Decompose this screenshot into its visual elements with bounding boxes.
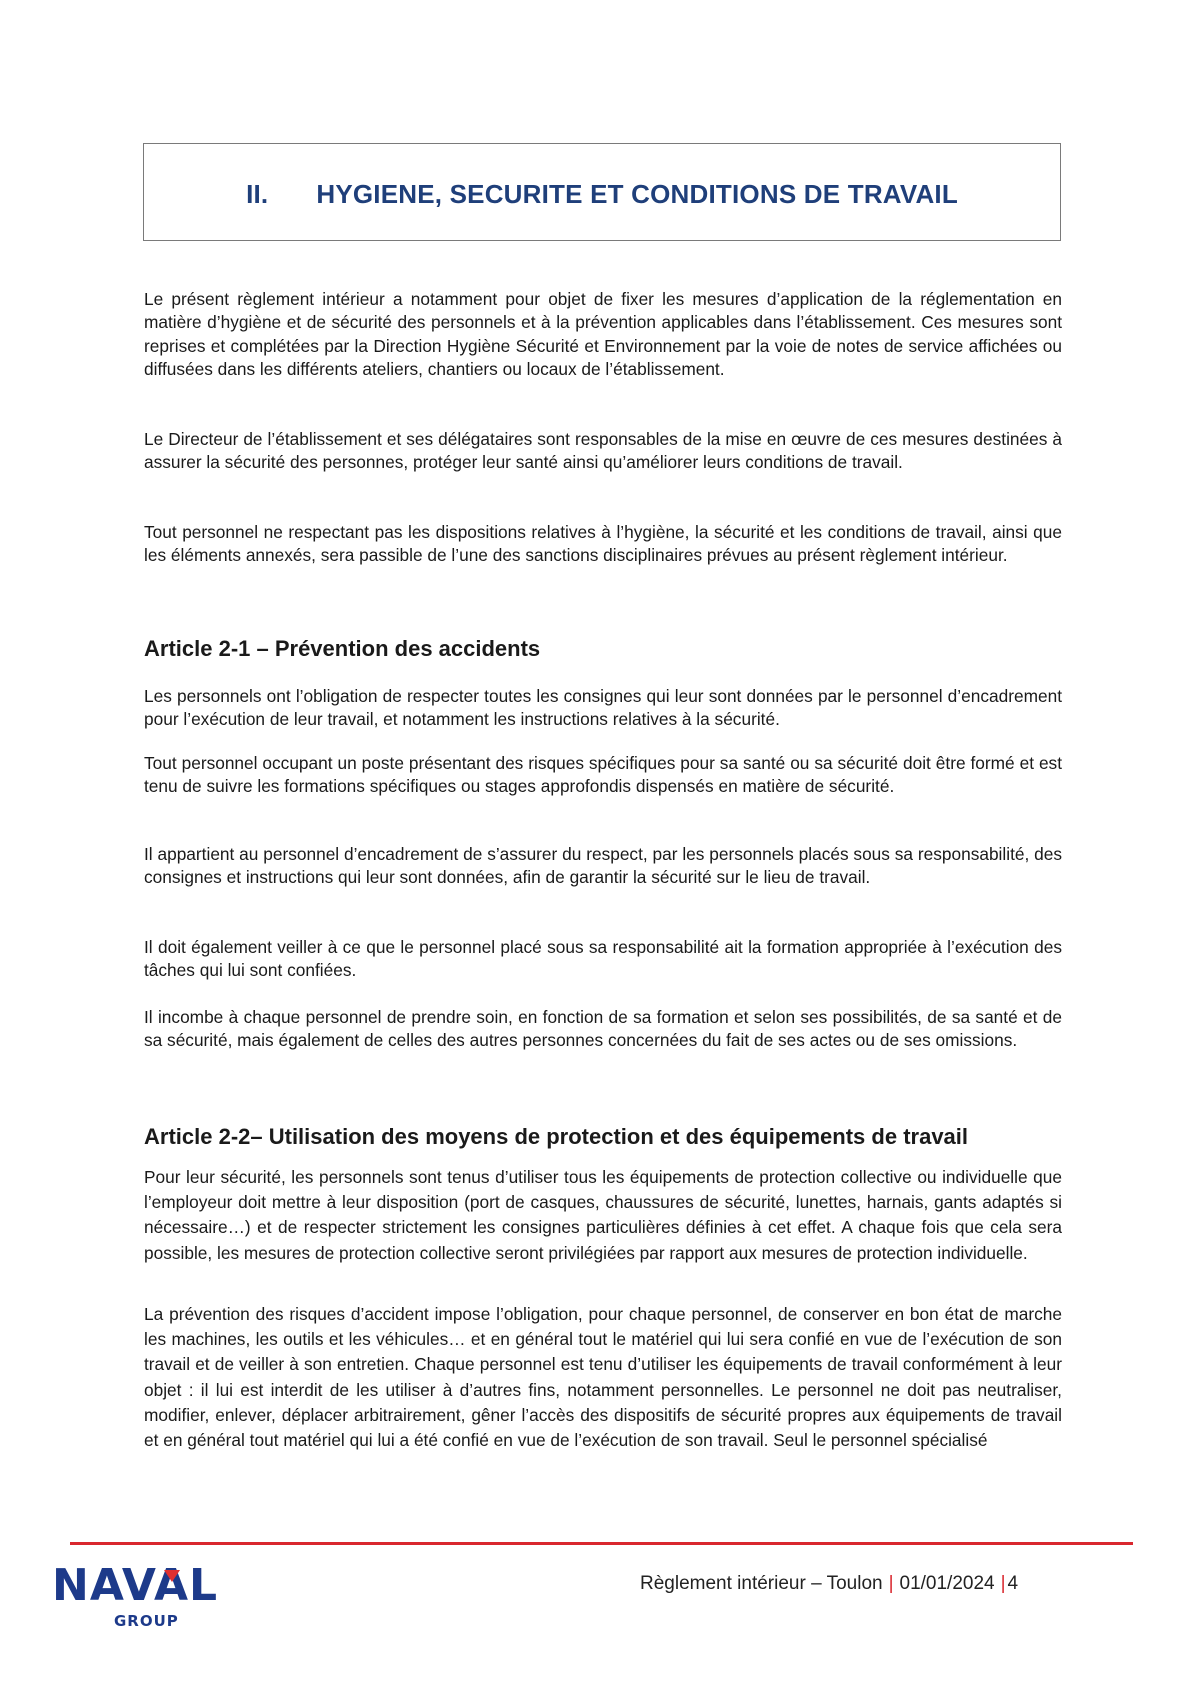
- intro-paragraph: Le Directeur de l’établissement et ses délégataires sont responsables de la mise en œuvre de ces mesures destinées à assurer la sécurité des personnes, protéger leur santé ainsi qu’améliorer leurs conditions de travail.: [144, 429, 1062, 473]
- intro-paragraph-2-block: [144, 428, 1062, 475]
- intro-paragraph: Le présent règlement intérieur a notamment pour objet de fixer les mesures d’application de la réglementation en matière d’hygiène et de sécurité des personnels et à la prévention applicables dans l’établissement. Ces mesures sont reprises et complétées par la Direction Hygiène Sécurité et Environnement par la voie de notes de service affichées ou diffusées dans les différents ateliers, chantiers ou locaux de l’établissement.: [144, 289, 1062, 379]
- naval-group-logo: [52, 1560, 219, 1630]
- logo-red-triangle-icon: [164, 1570, 180, 1582]
- article-2-1-paragraph-1: [144, 685, 1062, 732]
- footer-date: 01/01/2024: [899, 1573, 995, 1594]
- article-2-2-heading-block: [144, 1124, 1062, 1150]
- footer-info: [640, 1573, 1018, 1595]
- article-paragraph: Il appartient au personnel d’encadrement de s’assurer du respect, par les personnels placés sous sa responsabilité, des consignes et instructions qui leur sont données, afin de garantir la sécurité sur le lieu de travail.: [144, 844, 1062, 888]
- footer-page-number: 4: [1007, 1573, 1019, 1594]
- article-2-1-paragraph-5: [144, 1006, 1062, 1053]
- intro-paragraph-3-block: [144, 521, 1062, 568]
- article-paragraph: Tout personnel occupant un poste présentant des risques spécifiques pour sa santé ou sa sécurité doit être formé et est tenu de suivre les formations spécifiques ou stages approfondis dispensés en matière de sécurité.: [144, 753, 1062, 797]
- footer-separator: |: [888, 1573, 894, 1594]
- section-title: [144, 179, 1060, 210]
- intro-paragraph-1-block: [144, 288, 1062, 381]
- section-title-box: [143, 143, 1061, 241]
- section-title-text: HYGIENE, SECURITE ET CONDITIONS DE TRAVAIL: [316, 179, 958, 209]
- section-number: II.: [246, 179, 269, 209]
- article-2-1-paragraph-4: [144, 936, 1062, 983]
- article-2-2-paragraph-2: [144, 1302, 1062, 1453]
- intro-paragraph: Tout personnel ne respectant pas les dispositions relatives à l’hygiène, la sécurité et les conditions de travail, ainsi que les éléments annexés, sera passible de l’une des sanctions disciplinaires prévues au présent règlement intérieur.: [144, 522, 1062, 566]
- article-paragraph: Les personnels ont l’obligation de respecter toutes les consignes qui leur sont données par le personnel d’encadrement pour l’exécution de leur travail, et notamment les instructions relatives à la sécurité.: [144, 686, 1062, 730]
- article-paragraph: Il doit également veiller à ce que le personnel placé sous sa responsabilité ait la formation appropriée à l’exécution des tâches qui lui sont confiées.: [144, 937, 1062, 981]
- footer-divider: [70, 1542, 1133, 1545]
- footer-separator: |: [1000, 1573, 1006, 1594]
- article-paragraph: Il incombe à chaque personnel de prendre soin, en fonction de sa formation et selon ses possibilités, de sa santé et de sa sécurité, mais également de celles des autres personnes concernées du fait de ses actes ou de ses omissions.: [144, 1007, 1062, 1051]
- article-paragraph: La prévention des risques d’accident impose l’obligation, pour chaque personnel, de conserver en bon état de marche les machines, les outils et les véhicules… et en général tout le matériel qui lui sera confié en vue de l’exécution de son travail et de veiller à son entretien. Chaque personnel est tenu d’utiliser les équipements de travail conformément à leur objet : il lui est interdit de les utiliser à d’autres fins, notamment personnelles. Le personnel ne doit pas neutraliser, modifier, enlever, déplacer arbitrairement, gêner l’accès des dispositifs de sécurité propres aux équipements de travail et en général tout matériel qui lui a été confié en vue de l’exécution de son travail. Seul le personnel spécialisé: [144, 1304, 1062, 1451]
- logo-subtext: GROUP: [114, 1612, 179, 1630]
- article-2-1-paragraph-3: [144, 843, 1062, 890]
- logo-main-text: NAVAL: [52, 1560, 219, 1611]
- article-paragraph: Pour leur sécurité, les personnels sont tenus d’utiliser tous les équipements de protection collective ou individuelle que l’employeur doit mettre à leur disposition (port de casques, chaussures de sécurité, lunettes, harnais, gants adaptés si nécessaire…) et de respecter strictement les consignes particulières définies à cet effet. A chaque fois que cela sera possible, les mesures de protection collective seront privilégiées par rapport aux mesures de protection individuelle.: [144, 1167, 1062, 1263]
- article-2-1-paragraph-2: [144, 752, 1062, 799]
- article-heading: Article 2-1 – Prévention des accidents: [144, 636, 541, 661]
- logo-wordmark: [52, 1560, 219, 1611]
- article-2-1-heading-block: [144, 636, 1062, 662]
- article-2-2-paragraph-1: [144, 1165, 1062, 1266]
- footer-document-title: Règlement intérieur – Toulon: [640, 1573, 883, 1594]
- article-heading: Article 2-2– Utilisation des moyens de protection et des équipements de travail: [144, 1124, 969, 1149]
